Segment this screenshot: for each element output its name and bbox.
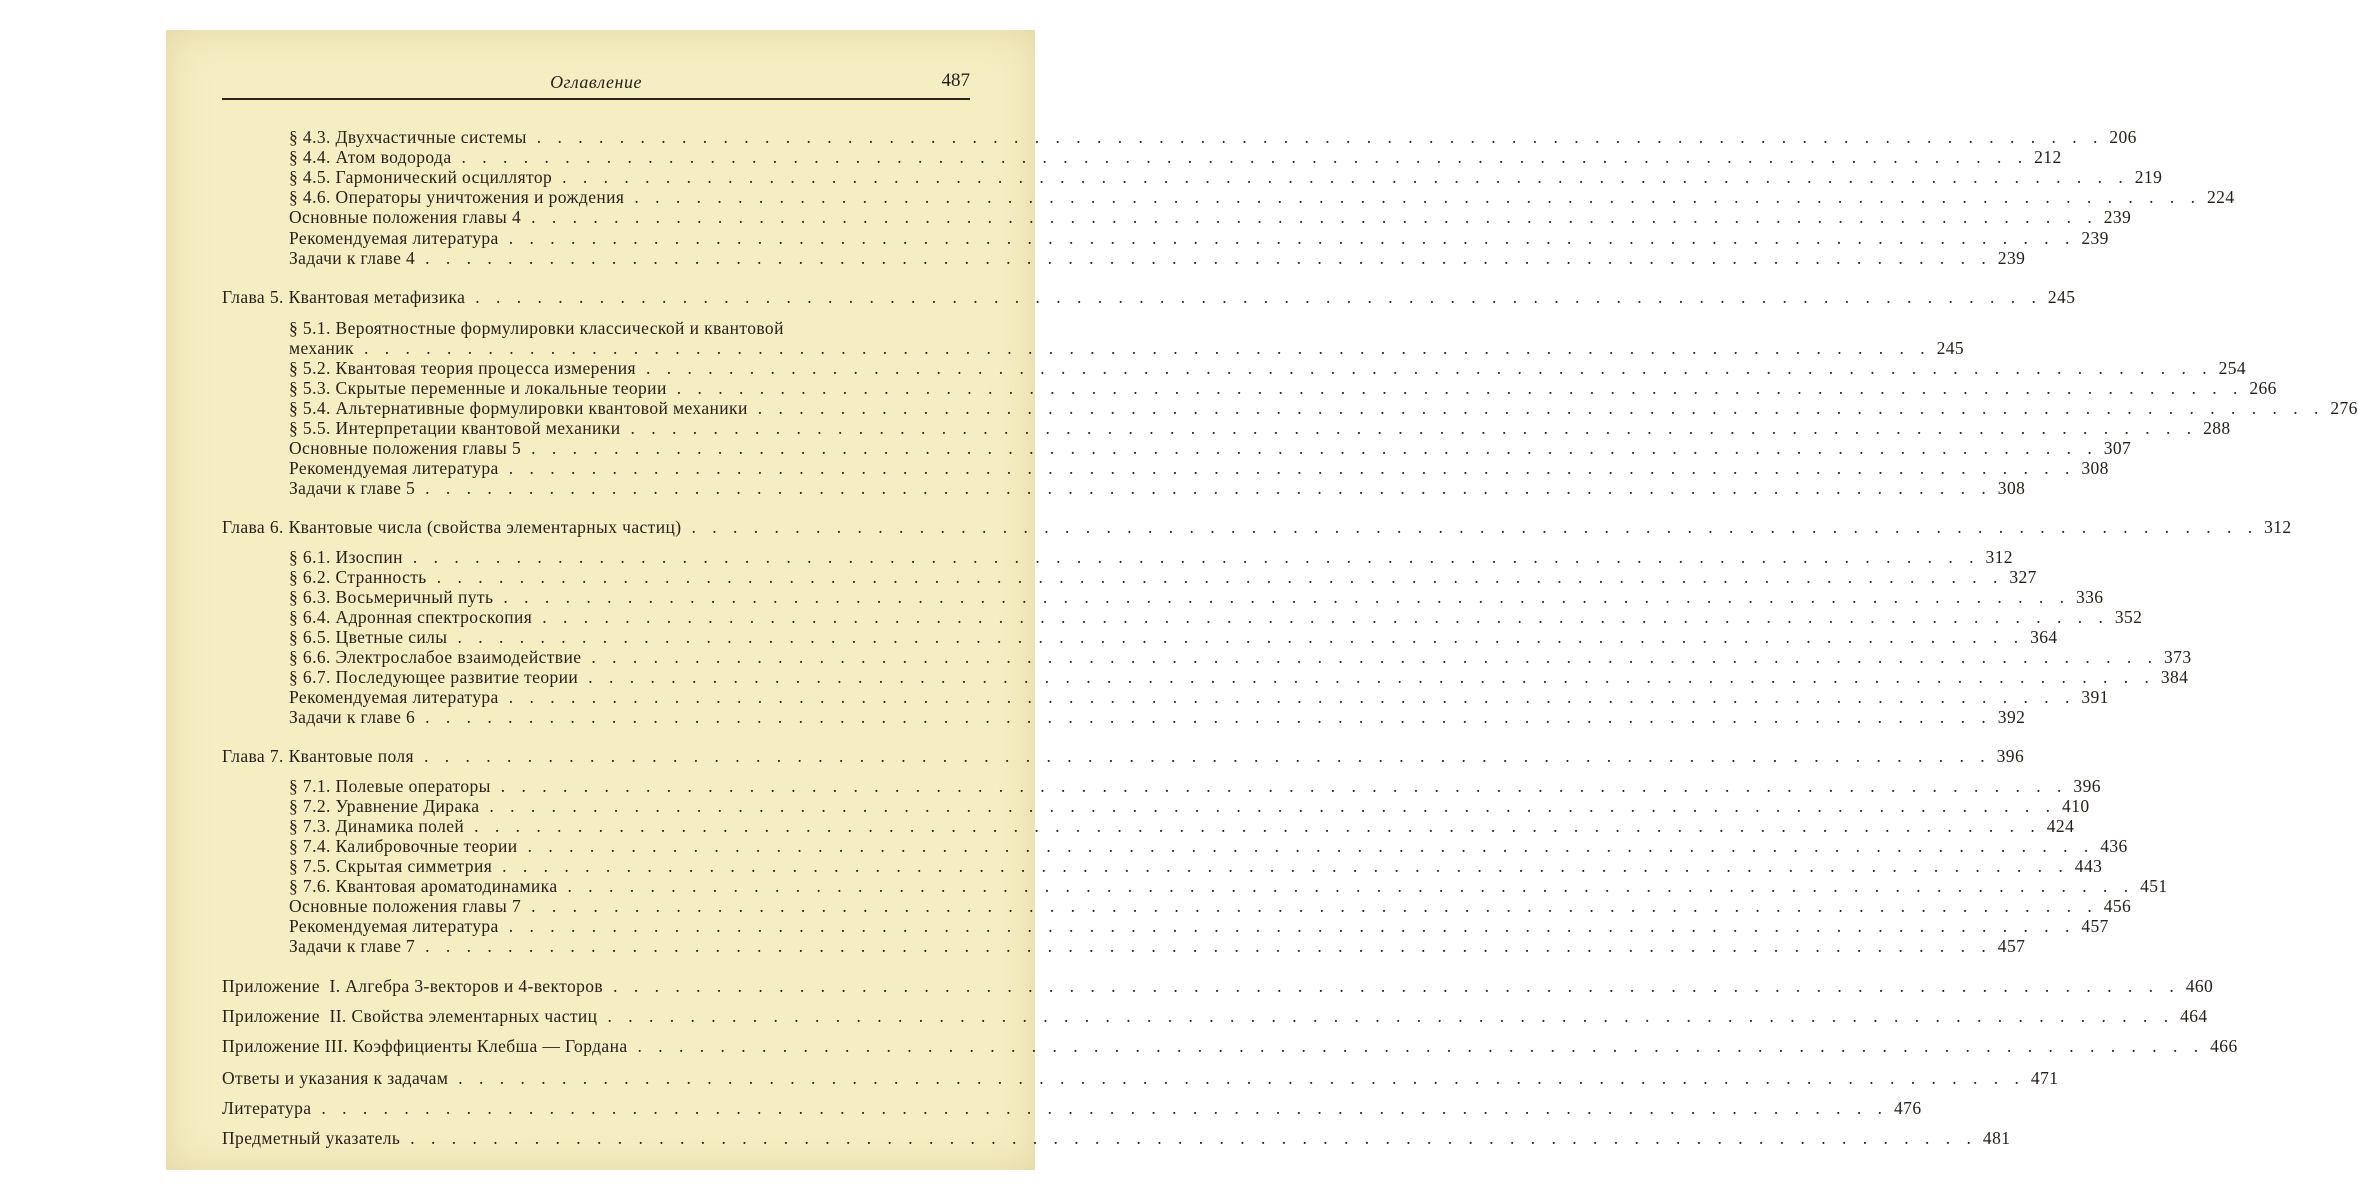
toc-entry-page: 336 (2075, 587, 2104, 607)
toc-entry-page: 308 (1997, 478, 2026, 498)
toc-entry-title: Литература (222, 1098, 312, 1118)
dot-leader: . . . . . . . . . . . . . . . . . . . . . . . . . . . . . . . . . . . . . . . . . . . . . . . . . . . . . . . . . . . . . . . . . . . . . . . . . . . . (321, 1098, 1889, 1118)
dot-leader: . . . . . . . . . . . . . . . . . . . . . . . . . . . . . . . . . . . . . . . . . . . . . . . . . . . . . . . . . . . . . . . . . . . . . . . . . . . . (527, 836, 2095, 856)
dot-leader: . . . . . . . . . . . . . . . . . . . . . . . . . . . . . . . . . . . . . . . . . . . . . . . . . . . . . . . . . . . . . . . . . . . . . . . . . . . . (542, 607, 2109, 627)
toc-entry-title: § 5.2. Квантовая теория процесса измерения (289, 358, 636, 378)
toc-entry-page: 327 (2009, 567, 2037, 587)
toc-chapter-entry[interactable] (222, 746, 2025, 766)
toc-entry[interactable] (289, 856, 2103, 876)
toc-entry-page: 245 (1936, 338, 1965, 358)
toc-entry-page: 451 (2140, 876, 2168, 896)
toc-entry-page: 396 (1996, 746, 2025, 766)
dot-leader: . . . . . . . . . . . . . . . . . . . . . . . . . . . . . . . . . . . . . . . . . . . . . . . . . . . . . . . . . . . . . . . . . . . . . . . . . . . . (425, 707, 1992, 727)
dot-leader: . . . . . . . . . . . . . . . . . . . . . . . . . . . . . . . . . . . . . . . . . . . . . . . . . . . . . . . . . . . . . . . . . . . . . . . . . . . . (562, 167, 2129, 187)
toc-entry-page: 373 (2164, 647, 2192, 667)
toc-entry[interactable] (289, 796, 2090, 816)
toc-entry-title: § 6.3. Восьмеричный путь (289, 587, 494, 607)
toc-entry-title: § 6.7. Последующее развитие теории (289, 667, 579, 687)
dot-leader: . . . . . . . . . . . . . . . . . . . . . . . . . . . . . . . . . . . . . . . . . . . . . . . . . . . . . . . . . . . . . . . . . . . . . . . . . . . . (425, 248, 1992, 268)
dot-leader: . . . . . . . . . . . . . . . . . . . . . . . . . . . . . . . . . . . . . . . . . . . . . . . . . . . . . . . . . . . . . . . . . . . . . . . . . . . . (503, 587, 2070, 607)
dot-leader: . . . . . . . . . . . . . . . . . . . . . . . . . . . . . . . . . . . . . . . . . . . . . . . . . . . . . . . . . . . . . . . . . . . . . . . . . . . . (363, 338, 1931, 358)
toc-entry-page: 476 (1894, 1098, 1922, 1118)
toc-chapter-entry[interactable] (222, 1068, 2059, 1088)
dot-leader: . . . . . . . . . . . . . . . . . . . . . . . . . . . . . . . . . . . . . . . . . . . . . . . . . . . . . . . . . . . . . . . . . . . . . . . . . . . . (410, 1128, 1977, 1148)
dot-leader: . . . . . . . . . . . . . . . . . . . . . . . . . . . . . . . . . . . . . . . . . . . . . . . . . . . . . . . . . . . . . . . . . . . . . . . . . . . . (630, 418, 2198, 438)
toc-entry-page: 457 (1997, 936, 2026, 956)
toc-entry-title: Глава 7. Квантовые поля (222, 746, 415, 766)
dot-leader: . . . . . . . . . . . . . . . . . . . . . . . . . . . . . . . . . . . . . . . . . . . . . . . . . . . . . . . . . . . . . . . . . . . . . . . . . . . . (536, 127, 2104, 147)
dot-leader: . . . . . . . . . . . . . . . . . . . . . . . . . . . . . . . . . . . . . . . . . . . . . . . . . . . . . . . . . . . . . . . . . . . . . . . . . . . . (676, 378, 2244, 398)
toc-entry[interactable] (289, 147, 2062, 167)
toc-entry-page: 443 (2074, 856, 2103, 876)
toc-entry-page: 224 (2207, 187, 2235, 207)
toc-entry-title: Рекомендуемая литература (289, 687, 499, 707)
toc-entry-page: 481 (1982, 1128, 2011, 1148)
toc-entry[interactable] (289, 338, 1965, 358)
toc-entry-title: Приложение III. Коэффициенты Клебша — Гордана (222, 1036, 628, 1056)
dot-leader: . . . . . . . . . . . . . . . . . . . . . . . . . . . . . . . . . . . . . . . . . . . . . . . . . . . . . . . . . . . . . . . . . . . . . . . . . . . . (508, 458, 2076, 478)
toc-entry-page: 312 (1985, 547, 2013, 567)
toc-entry-title: § 7.5. Скрытая симметрия (289, 856, 493, 876)
toc-entry-title: § 7.1. Полевые операторы (289, 776, 491, 796)
toc-entry-title: § 6.2. Странность (289, 567, 427, 587)
toc-entry-page: 239 (2081, 228, 2109, 248)
toc-entry-title: Задачи к главе 6 (289, 707, 416, 727)
toc-chapter-entry[interactable] (222, 517, 2292, 537)
dot-leader: . . . . . . . . . . . . . . . . . . . . . . . . . . . . . . . . . . . . . . . . . . . . . . . . . . . . . . . . . . . . . . . . . . . . . . . . . . . . (461, 147, 2029, 167)
toc-entry[interactable] (289, 667, 2189, 687)
toc-entry[interactable] (289, 607, 2143, 627)
toc-entry-page: 288 (2203, 418, 2231, 438)
dot-leader: . . . . . . . . . . . . . . . . . . . . . . . . . . . . . . . . . . . . . . . . . . . . . . . . . . . . . . . . . . . . . . . . . . . . . . . . . . . . (637, 1036, 2205, 1056)
dot-leader: . . . . . . . . . . . . . . . . . . . . . . . . . . . . . . . . . . . . . . . . . . . . . . . . . . . . . . . . . . . . . . . . . . . . . . . . . . . . (424, 746, 1991, 766)
toc-entry[interactable] (289, 547, 2013, 567)
dot-leader: . . . . . . . . . . . . . . . . . . . . . . . . . . . . . . . . . . . . . . . . . . . . . . . . . . . . . . . . . . . . . . . . . . . . . . . . . . . . (500, 776, 2068, 796)
toc-entry[interactable] (289, 438, 2132, 458)
toc-chapter-entry[interactable] (222, 1128, 2011, 1148)
toc-entry-page: 364 (2030, 627, 2058, 647)
toc-entry-title: § 7.2. Уравнение Дирака (289, 796, 480, 816)
toc-entry-page: 396 (2073, 776, 2101, 796)
dot-leader: . . . . . . . . . . . . . . . . . . . . . . . . . . . . . . . . . . . . . . . . . . . . . . . . . . . . . . . . . . . . . . . . . . . . . . . . . . . . (436, 567, 2004, 587)
toc-entry[interactable] (289, 358, 2247, 378)
toc-chapter-entry[interactable] (222, 1098, 1922, 1118)
toc-entry-title: § 5.4. Альтернативные формулировки квантовой механики (289, 398, 748, 418)
toc-entry-title: § 6.1. Изоспин (289, 547, 403, 567)
toc-entry[interactable] (289, 776, 2101, 796)
toc-entry-title: § 7.6. Квантовая ароматодинамика (289, 876, 558, 896)
dot-leader: . . . . . . . . . . . . . . . . . . . . . . . . . . . . . . . . . . . . . . . . . . . . . . . . . . . . . . . . . . . . . . . . . . . . . . . . . . . . (591, 647, 2159, 667)
toc-entry-title: § 6.5. Цветные силы (289, 627, 448, 647)
toc-entry-title: Основные положения главы 4 (289, 207, 522, 227)
toc-entry-title: § 4.6. Операторы уничтожения и рождения (289, 187, 625, 207)
toc-chapter-entry[interactable] (222, 287, 2076, 307)
toc-chapter-entry[interactable] (222, 1036, 2238, 1056)
toc-entry-title: § 4.3. Двухчастичные системы (289, 127, 527, 147)
dot-leader: . . . . . . . . . . . . . . . . . . . . . . . . . . . . . . . . . . . . . . . . . . . . . . . . . . . . . . . . . . . . . . . . . . . . . . . . . . . . (502, 856, 2069, 876)
toc-entry-title: Рекомендуемая литература (289, 458, 499, 478)
dot-leader: . . . . . . . . . . . . . . . . . . . . . . . . . . . . . . . . . . . . . . . . . . . . . . . . . . . . . . . . . . . . . . . . . . . . . . . . . . . . (634, 187, 2202, 207)
dot-leader: . . . . . . . . . . . . . . . . . . . . . . . . . . . . . . . . . . . . . . . . . . . . . . . . . . . . . . . . . . . . . . . . . . . . . . . . . . . . (457, 627, 2025, 647)
toc-entry-page: 239 (1997, 248, 2026, 268)
page-number: 487 (941, 70, 970, 91)
toc-entry-title: механик (289, 338, 354, 358)
toc-entry-title: Приложение I. Алгебра 3-векторов и 4-векторов (222, 976, 604, 996)
dot-leader: . . . . . . . . . . . . . . . . . . . . . . . . . . . . . . . . . . . . . . . . . . . . . . . . . . . . . . . . . . . . . . . . . . . . . . . . . . . . (475, 287, 2042, 307)
toc-entry[interactable] (289, 187, 2235, 207)
toc-entry[interactable] (289, 478, 2026, 498)
toc-entry-page: 436 (2100, 836, 2128, 856)
toc-entry[interactable] (289, 567, 2037, 587)
toc-entry-page: 276 (2330, 398, 2358, 418)
dot-leader: . . . . . . . . . . . . . . . . . . . . . . . . . . . . . . . . . . . . . . . . . . . . . . . . . . . . . . . . . . . . . . . . . . . . . . . . . . . . (508, 228, 2076, 248)
toc-entry[interactable] (289, 248, 2026, 268)
toc-entry-title: Основные положения главы 7 (289, 896, 522, 916)
dot-leader: . . . . . . . . . . . . . . . . . . . . . . . . . . . . . . . . . . . . . . . . . . . . . . . . . . . . . . . . . . . . . . . . . . . . . . . . . . . . (613, 976, 2180, 996)
dot-leader: . . . . . . . . . . . . . . . . . . . . . . . . . . . . . . . . . . . . . . . . . . . . . . . . . . . . . . . . . . . . . . . . . . . . . . . . . . . . (412, 547, 1980, 567)
toc-entry-title: § 5.3. Скрытые переменные и локальные теории (289, 378, 667, 398)
dot-leader: . . . . . . . . . . . . . . . . . . . . . . . . . . . . . . . . . . . . . . . . . . . . . . . . . . . . . . . . . . . . . . . . . . . . . . . . . . . . (508, 687, 2076, 707)
toc-entry-title: Рекомендуемая литература (289, 228, 499, 248)
toc-entry-title: Задачи к главе 5 (289, 478, 416, 498)
toc-entry-title: Задачи к главе 7 (289, 936, 416, 956)
dot-leader: . . . . . . . . . . . . . . . . . . . . . . . . . . . . . . . . . . . . . . . . . . . . . . . . . . . . . . . . . . . . . . . . . . . . . . . . . . . . (531, 896, 2098, 916)
toc-entry-page: 352 (2114, 607, 2143, 627)
toc-entry-page: 212 (2034, 147, 2062, 167)
toc-chapter-entry[interactable] (222, 1006, 2208, 1026)
toc-entry[interactable] (289, 228, 2109, 248)
dot-leader: . . . . . . . . . . . . . . . . . . . . . . . . . . . . . . . . . . . . . . . . . . . . . . . . . . . . . . . . . . . . . . . . . . . . . . . . . . . . (607, 1006, 2175, 1026)
toc-entry-page: 424 (2046, 816, 2075, 836)
toc-entry[interactable] (289, 167, 2163, 187)
dot-leader: . . . . . . . . . . . . . . . . . . . . . . . . . . . . . . . . . . . . . . . . . . . . . . . . . . . . . . . . . . . . . . . . . . . . . . . . . . . . (425, 478, 1992, 498)
toc-entry-page: 464 (2180, 1006, 2208, 1026)
toc-entry-page: 312 (2264, 517, 2292, 537)
toc-entry-page: 392 (1997, 707, 2026, 727)
dot-leader: . . . . . . . . . . . . . . . . . . . . . . . . . . . . . . . . . . . . . . . . . . . . . . . . . . . . . . . . . . . . . . . . . . . . . . . . . . . . (531, 438, 2098, 458)
dot-leader: . . . . . . . . . . . . . . . . . . . . . . . . . . . . . . . . . . . . . . . . . . . . . . . . . . . . . . . . . . . . . . . . . . . . . . . . . . . . (489, 796, 2057, 816)
toc-entry[interactable] (289, 207, 2132, 227)
dot-leader: . . . . . . . . . . . . . . . . . . . . . . . . . . . . . . . . . . . . . . . . . . . . . . . . . . . . . . . . . . . . . . . . . . . . . . . . . . . . (508, 916, 2076, 936)
dot-leader: . . . . . . . . . . . . . . . . . . . . . . . . . . . . . . . . . . . . . . . . . . . . . . . . . . . . . . . . . . . . . . . . . . . . . . . . . . . . (567, 876, 2135, 896)
toc-entry-title: § 6.4. Адронная спектроскопия (289, 607, 533, 627)
toc-entry[interactable] (289, 458, 2109, 478)
toc-entry-page: 456 (2103, 896, 2132, 916)
toc-entry-title[interactable]: § 5.1. Вероятностные формулировки классической и квантовой (289, 318, 784, 338)
toc-entry[interactable] (289, 876, 2168, 896)
toc-entry-page: 206 (2109, 127, 2137, 147)
toc-entry[interactable] (289, 398, 2358, 418)
dot-leader: . . . . . . . . . . . . . . . . . . . . . . . . . . . . . . . . . . . . . . . . . . . . . . . . . . . . . . . . . . . . . . . . . . . . . . . . . . . . (458, 1068, 2025, 1088)
toc-entry-title: Предметный указатель (222, 1128, 401, 1148)
toc-entry[interactable] (289, 127, 2137, 147)
dot-leader: . . . . . . . . . . . . . . . . . . . . . . . . . . . . . . . . . . . . . . . . . . . . . . . . . . . . . . . . . . . . . . . . . . . . . . . . . . . . (757, 398, 2325, 418)
toc-entry[interactable] (289, 687, 2109, 707)
dot-leader: . . . . . . . . . . . . . . . . . . . . . . . . . . . . . . . . . . . . . . . . . . . . . . . . . . . . . . . . . . . . . . . . . . . . . . . . . . . . (425, 936, 1992, 956)
dot-leader: . . . . . . . . . . . . . . . . . . . . . . . . . . . . . . . . . . . . . . . . . . . . . . . . . . . . . . . . . . . . . . . . . . . . . . . . . . . . (474, 816, 2041, 836)
toc-entry-title: Ответы и указания к задачам (222, 1068, 449, 1088)
toc-entry-title: Рекомендуемая литература (289, 916, 499, 936)
toc-entry-page: 460 (2185, 976, 2214, 996)
toc-entry[interactable] (289, 418, 2231, 438)
toc-entry[interactable] (289, 916, 2109, 936)
toc-entry[interactable] (289, 816, 2075, 836)
toc-entry-title: § 7.4. Калибровочные теории (289, 836, 518, 856)
toc-entry-page: 307 (2103, 438, 2132, 458)
toc-entry[interactable] (289, 896, 2132, 916)
toc-entry-page: 471 (2030, 1068, 2059, 1088)
dot-leader: . . . . . . . . . . . . . . . . . . . . . . . . . . . . . . . . . . . . . . . . . . . . . . . . . . . . . . . . . . . . . . . . . . . . . . . . . . . . (691, 517, 2259, 537)
toc-entry-title: Задачи к главе 4 (289, 248, 416, 268)
toc-entry-page: 308 (2081, 458, 2109, 478)
toc-entry[interactable] (289, 647, 2192, 667)
toc-entry[interactable] (289, 627, 2058, 647)
toc-entry-page: 466 (2210, 1036, 2238, 1056)
toc-entry[interactable] (289, 936, 2026, 956)
dot-leader: . . . . . . . . . . . . . . . . . . . . . . . . . . . . . . . . . . . . . . . . . . . . . . . . . . . . . . . . . . . . . . . . . . . . . . . . . . . . (645, 358, 2213, 378)
toc-entry[interactable] (289, 836, 2128, 856)
toc-entry-page: 219 (2134, 167, 2163, 187)
toc-entry-title: § 6.6. Электрослабое взаимодействие (289, 647, 582, 667)
running-title: Оглавление (550, 72, 642, 92)
dot-leader: . . . . . . . . . . . . . . . . . . . . . . . . . . . . . . . . . . . . . . . . . . . . . . . . . . . . . . . . . . . . . . . . . . . . . . . . . . . . (531, 207, 2098, 227)
toc-entry[interactable] (289, 707, 2026, 727)
toc-entry-page: 266 (2249, 378, 2277, 398)
toc-entry-title: Основные положения главы 5 (289, 438, 522, 458)
toc-entry-title: § 4.5. Гармонический осциллятор (289, 167, 553, 187)
toc-entry-title: Глава 6. Квантовые числа (свойства элементарных частиц) (222, 517, 682, 537)
toc-chapter-entry[interactable] (222, 976, 2214, 996)
toc-entry-page: 410 (2062, 796, 2090, 816)
toc-entry-page: 254 (2218, 358, 2247, 378)
toc-entry-page: 245 (2047, 287, 2076, 307)
toc-entry-title: § 7.3. Динамика полей (289, 816, 465, 836)
toc-entry-title: § 4.4. Атом водорода (289, 147, 452, 167)
toc-entry-title: Приложение II. Свойства элементарных частиц (222, 1006, 598, 1026)
toc-entry[interactable] (289, 587, 2104, 607)
dot-leader: . . . . . . . . . . . . . . . . . . . . . . . . . . . . . . . . . . . . . . . . . . . . . . . . . . . . . . . . . . . . . . . . . . . . . . . . . . . . (588, 667, 2155, 687)
toc-entry-title: Глава 5. Квантовая метафизика (222, 287, 466, 307)
toc-entry-page: 239 (2103, 207, 2132, 227)
toc-entry-page: 384 (2160, 667, 2189, 687)
toc-entry[interactable] (289, 378, 2277, 398)
toc-entry-title: § 5.5. Интерпретации квантовой механики (289, 418, 621, 438)
toc-entry-page: 391 (2081, 687, 2109, 707)
toc-entry-page: 457 (2081, 916, 2109, 936)
